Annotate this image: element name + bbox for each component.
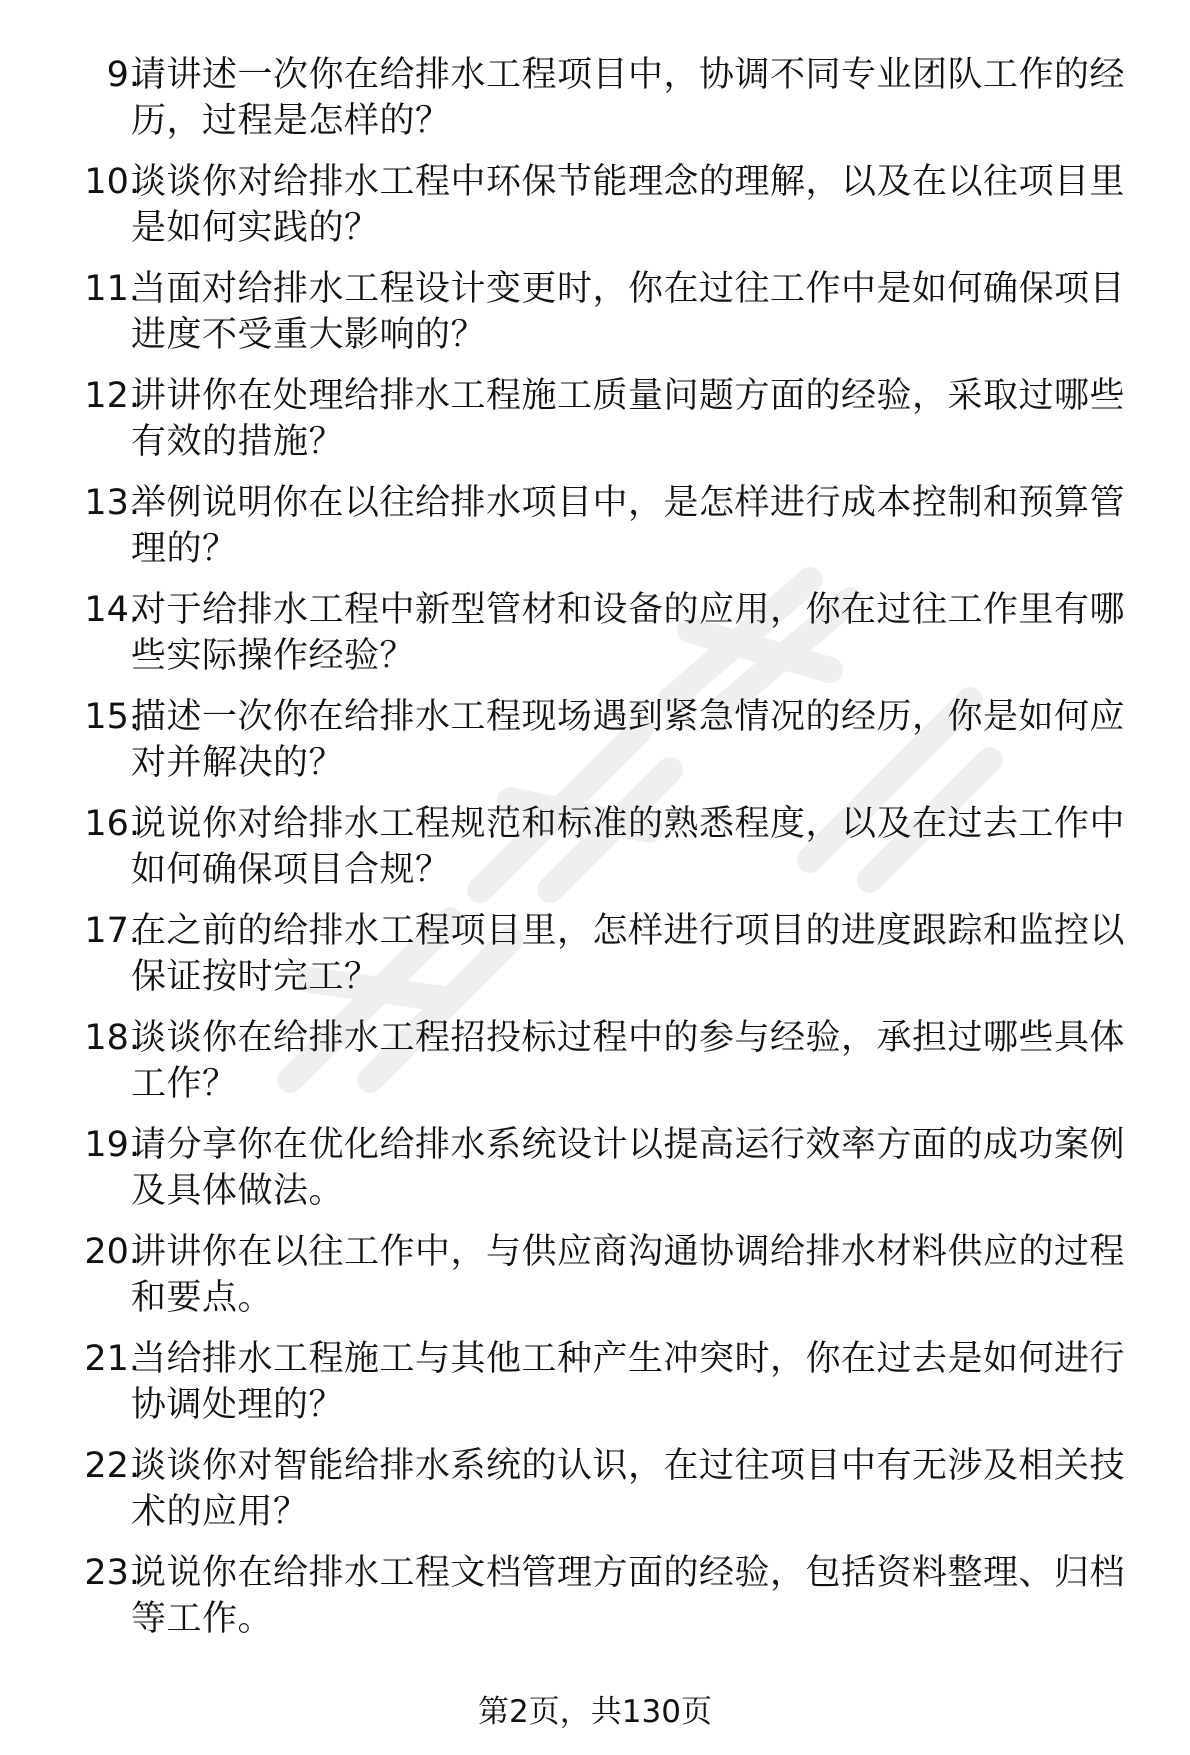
question-item-9 <box>0 52 1190 159</box>
question-text: 请讲述一次你在给排水工程项目中，协调不同专业团队工作的经历，过程是怎样的？ <box>131 55 1126 141</box>
question-item-23 <box>0 1550 1190 1657</box>
question-number: 13. <box>84 483 140 523</box>
question-number: 11. <box>84 269 140 309</box>
question-item-14 <box>0 587 1190 694</box>
question-item-20 <box>0 1229 1190 1336</box>
question-number: 14. <box>84 590 140 630</box>
question-item-13 <box>0 480 1190 587</box>
question-item-15 <box>0 694 1190 801</box>
page-footer: 第2页，共130页 <box>478 1694 712 1730</box>
question-item-10 <box>0 159 1190 266</box>
question-number: 23. <box>84 1553 140 1593</box>
question-text: 对于给排水工程中新型管材和设备的应用，你在过往工作里有哪些实际操作经验？ <box>131 590 1126 676</box>
question-item-22 <box>0 1443 1190 1550</box>
question-number: 21. <box>84 1339 140 1379</box>
question-text: 当给排水工程施工与其他工种产生冲突时，你在过去是如何进行协调处理的？ <box>131 1339 1126 1425</box>
question-text: 说说你在给排水工程文档管理方面的经验，包括资料整理、归档等工作。 <box>131 1553 1126 1639</box>
question-item-16 <box>0 801 1190 908</box>
question-number: 15. <box>84 697 140 737</box>
question-item-11 <box>0 266 1190 373</box>
question-text: 讲讲你在以往工作中，与供应商沟通协调给排水材料供应的过程和要点。 <box>131 1232 1126 1318</box>
question-item-18 <box>0 1015 1190 1122</box>
question-text: 在之前的给排水工程项目里，怎样进行项目的进度跟踪和监控以保证按时完工？ <box>131 911 1126 997</box>
question-item-12 <box>0 373 1190 480</box>
question-text: 谈谈你对智能给排水系统的认识，在过往项目中有无涉及相关技术的应用？ <box>131 1446 1126 1532</box>
question-list <box>0 52 1190 1657</box>
question-number: 19. <box>84 1125 140 1165</box>
question-number: 17. <box>84 911 140 951</box>
question-number: 20. <box>84 1232 140 1272</box>
question-text: 请分享你在优化给排水系统设计以提高运行效率方面的成功案例及具体做法。 <box>131 1125 1126 1211</box>
question-number: 16. <box>84 804 140 844</box>
question-text: 当面对给排水工程设计变更时，你在过往工作中是如何确保项目进度不受重大影响的？ <box>131 269 1126 355</box>
question-text: 描述一次你在给排水工程现场遇到紧急情况的经历，你是如何应对并解决的？ <box>131 697 1126 783</box>
question-number: 9. <box>106 55 140 95</box>
question-item-19 <box>0 1122 1190 1229</box>
question-number: 10. <box>84 162 140 202</box>
question-text: 谈谈你对给排水工程中环保节能理念的理解，以及在以往项目里是如何实践的？ <box>131 162 1126 248</box>
question-text: 举例说明你在以往给排水项目中，是怎样进行成本控制和预算管理的？ <box>131 483 1126 569</box>
question-number: 12. <box>84 376 140 416</box>
question-text: 说说你对给排水工程规范和标准的熟悉程度，以及在过去工作中如何确保项目合规？ <box>131 804 1126 890</box>
question-number: 22. <box>84 1446 140 1486</box>
question-number: 18. <box>84 1018 140 1058</box>
question-item-21 <box>0 1336 1190 1443</box>
question-text: 谈谈你在给排水工程招投标过程中的参与经验，承担过哪些具体工作？ <box>131 1018 1126 1104</box>
question-text: 讲讲你在处理给排水工程施工质量问题方面的经验，采取过哪些有效的措施？ <box>131 376 1126 462</box>
question-item-17 <box>0 908 1190 1015</box>
